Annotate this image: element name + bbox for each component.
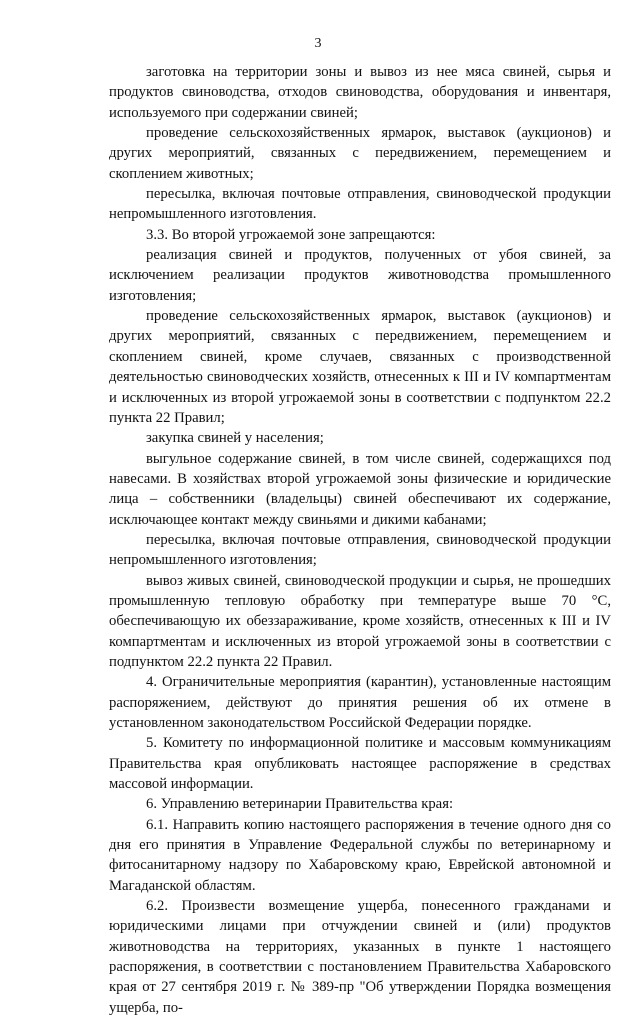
paragraph: пересылка, включая почтовые отправления, свиноводческой продукции непромышленного изготовления; bbox=[109, 531, 611, 569]
section-heading: 6. Управлению ветеринарии Правительства края: bbox=[146, 796, 454, 813]
paragraph: реализация свиней и продуктов, полученных от убоя свиней, за исключением реализации продуктов животноводства промышленного изготовления; bbox=[109, 247, 611, 304]
paragraph: закупка свиней у населения; bbox=[146, 430, 324, 447]
paragraph: выгульное содержание свиней, в том числе свиней, содержащихся под навесами. В хозяйствах второй угрожаемой зоны физические и юридические лица – собственники (владельцы) свиней обеспечивают их содержание, исключающее контакт между свиньями и дикими кабанами; bbox=[109, 450, 611, 528]
paragraph: 4. Ограничительные мероприятия (карантин), установленные настоящим распоряжением, действуют до принятия решения об их отмене в установленном законодательством Российской Федерации порядке. bbox=[109, 674, 611, 731]
paragraph: заготовка на территории зоны и вывоз из нее мяса свиней, сырья и продуктов свиноводства, отходов свиноводства, оборудования и инвентаря, используемого при содержании свиней; bbox=[109, 64, 611, 121]
paragraph: 6.2. Произвести возмещение ущерба, понесенного гражданами и юридическими лицами при отчуждении свиней и (или) продуктов животноводства на территориях, указанных в пункте 1 настоящего распоряжения, в соответствии с постановлением Правительства Хабаровского края от 27 сентября 2019 г. № 389-пр "Об утверждении Порядка возмещения ущерба, по- bbox=[109, 898, 611, 1016]
paragraph: вывоз живых свиней, свиноводческой продукции и сырья, не прошедших промышленную тепловую обработку при температуре выше 70 °С, обеспечивающую их обеззараживание, кроме хозяйств, отнесенных к III и IV компартментам и исключенных из второй угрожаемой зоны в соответствии с подпунктом 22.2 пункта 22 Правил. bbox=[109, 572, 611, 670]
paragraph: проведение сельскохозяйственных ярмарок, выставок (аукционов) и других мероприятий, связанных с передвижением, перемещением и скоплением животных; bbox=[109, 125, 611, 182]
section-heading: 3.3. Во второй угрожаемой зоне запрещаются: bbox=[146, 226, 436, 243]
paragraph: 6.1. Направить копию настоящего распоряжения в течение одного дня со дня его принятия в Управление Федеральной службы по ветеринарному и фитосанитарному надзору по Хабаровскому краю, Еврейской автономной и Магаданской областям. bbox=[109, 816, 611, 894]
paragraph: 5. Комитету по информационной политике и массовым коммуникациям Правительства края опубликовать настоящее распоряжение в средствах массовой информации. bbox=[109, 735, 611, 793]
paragraph: проведение сельскохозяйственных ярмарок, выставок (аукционов) и других мероприятий, связанных с передвижением, перемещением и скоплением свиней, кроме случаев, связанных с производственной деятельностью свиноводческих хозяйств, отнесенных к III и IV компартментам и исключенных из второй угрожаемой зоны в соответствии с подпунктом 22.2 пункта 22 Правил; bbox=[109, 308, 611, 426]
paragraph: пересылка, включая почтовые отправления, свиноводческой продукции непромышленного изготовления. bbox=[109, 186, 611, 223]
document-body bbox=[109, 62, 611, 1018]
page-number: 3 bbox=[314, 36, 322, 51]
